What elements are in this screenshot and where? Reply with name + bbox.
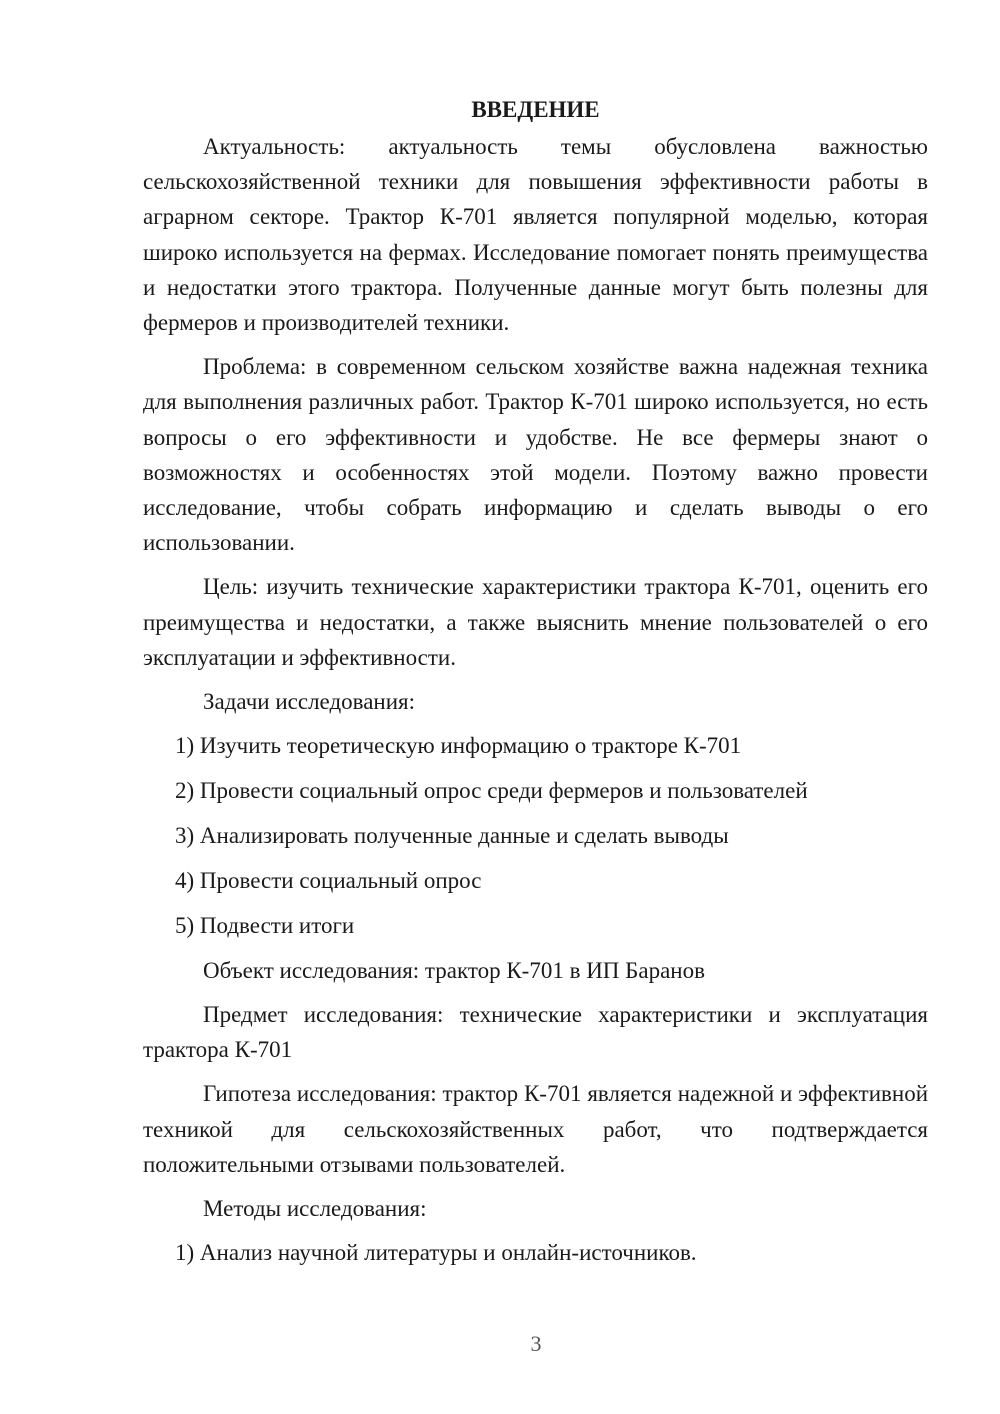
list-item: 3) Анализировать полученные данные и сделать выводы [175,823,729,849]
methods-heading: Методы исследования: [203,1196,427,1222]
list-item: 1) Изучить теоретическую информацию о тракторе К-701 [175,733,742,759]
page-title: ВВЕДЕНИЕ [471,97,600,122]
list-item: 2) Провести социальный опрос среди фермеров и пользователей [175,778,808,804]
list-item: 5) Подвести итоги [175,913,355,939]
goal-paragraph: Цель: изучить технические характеристики трактора К-701, оценить его преимущества и недостатки, а также выяснить мнение пользователей о его эксплуатации и эффективности. [143,574,928,670]
list-item: 1) Анализ научной литературы и онлайн-источников. [175,1240,697,1266]
subject-paragraph: Предмет исследования: технические характеристики и эксплуатация трактора К-701 [143,1002,928,1063]
document-page [143,92,928,1280]
object-line: Объект исследования: трактор К-701 в ИП Баранов [203,958,705,984]
problem-paragraph: Проблема: в современном сельском хозяйстве важна надежная техника для выполнения различных работ. Трактор К-701 широко используется, но есть вопросы о его эффективности и удобстве. Не все фермеры знают о возможностях и особенностях этой модели. Поэтому важно провести исследование, чтобы собрать информацию и сделать выводы о его использовании. [143,354,928,556]
list-item: 4) Провести социальный опрос [175,868,482,894]
page-number: 3 [530,1331,542,1356]
hypothesis-paragraph: Гипотеза исследования: трактор К-701 является надежной и эффективной техникой для сельскохозяйственных работ, что подтверждается положительными отзывами пользователей. [143,1081,928,1177]
tasks-heading: Задачи исследования: [203,689,416,715]
relevance-paragraph: Актуальность: актуальность темы обусловлена важностью сельскохозяйственной техники для повышения эффективности работы в аграрном секторе. Трактор К-701 является популярной моделью, которая широко используется на фермах. Исследование помогает понять преимущества и недостатки этого трактора. Полученные данные могут быть полезны для фермеров и производителей техники. [143,134,928,336]
